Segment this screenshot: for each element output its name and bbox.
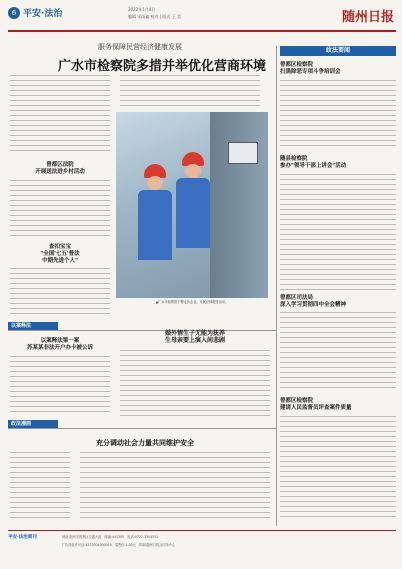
page-header (8, 4, 396, 32)
footer-box: 平安·法治周刊 (8, 535, 37, 540)
lead-headline: 广水市检察院多措并举优化营商环境 (58, 59, 267, 74)
headline-bottom: 充分调动社会力量共同维护安全 (96, 439, 194, 447)
footer-line-1: 地址:随州市曾都区交通大道 邮编:441300 电话:0722-3304311 (62, 535, 159, 539)
news-photo (116, 112, 268, 298)
page-footer (8, 530, 396, 558)
editors-line: 编辑 宋雨鑫 校对 | 版式 王 美 (128, 14, 181, 19)
body-text-lines (280, 312, 396, 392)
headline-ma: 婚外情生子无能为抚养 生母亲要上演入间悲剧 (164, 330, 225, 344)
headline-court: 曾都区法院 开展送法进乡村活动 (35, 162, 85, 175)
body-text-lines (10, 268, 110, 316)
body-text-lines (280, 416, 396, 520)
body-text-lines (120, 350, 270, 416)
body-text-lines (120, 75, 260, 109)
headline-r1: 曾都区检察院 扫黑除恶专项斗争培训会 (280, 62, 341, 75)
band-news: 政法要闻 (280, 46, 396, 56)
photo-caption: ▲广水市检察院干警走访企业，开展法律服务活动。 (155, 300, 229, 304)
body-text-lines (10, 180, 110, 240)
headline-r4: 曾都区检察院 建请人民监督员评查案件质量 (280, 398, 352, 411)
issue-date: 2022年1月4日 (128, 7, 156, 12)
page-number: 6 (8, 7, 20, 19)
band-comic: 政法漫画 (8, 420, 58, 428)
band-case: 以案释法 (8, 322, 58, 330)
section-title: 平安·法治 (23, 9, 63, 19)
masthead-logo: 随州日报 (341, 10, 394, 25)
headline-r3: 曾都区司法局 深入学习贯彻四中全会精神 (280, 295, 347, 308)
footer-line-2: 广告经营许可证:4213004000015 零售价:1.00元 印刷:随州日报社印务中心 (62, 543, 176, 547)
headline-ban: 查扣宝宝 "全国'七五'普法 中期先进个人" (40, 244, 80, 264)
headline-r2: 随县检察院 参办"领导干部上讲会"活动 (280, 156, 347, 169)
body-text-lines (10, 356, 110, 416)
lead-kicker: 服务保障民营经济健康发展 (98, 43, 182, 51)
body-text-lines (80, 452, 270, 522)
headline-case: 以案释法第一案 苏某某非法开户办卡被公诉 (26, 338, 93, 351)
body-text-lines (10, 75, 110, 155)
body-text-lines (280, 80, 396, 150)
body-text-lines (280, 174, 396, 290)
body-text-lines (10, 452, 70, 522)
